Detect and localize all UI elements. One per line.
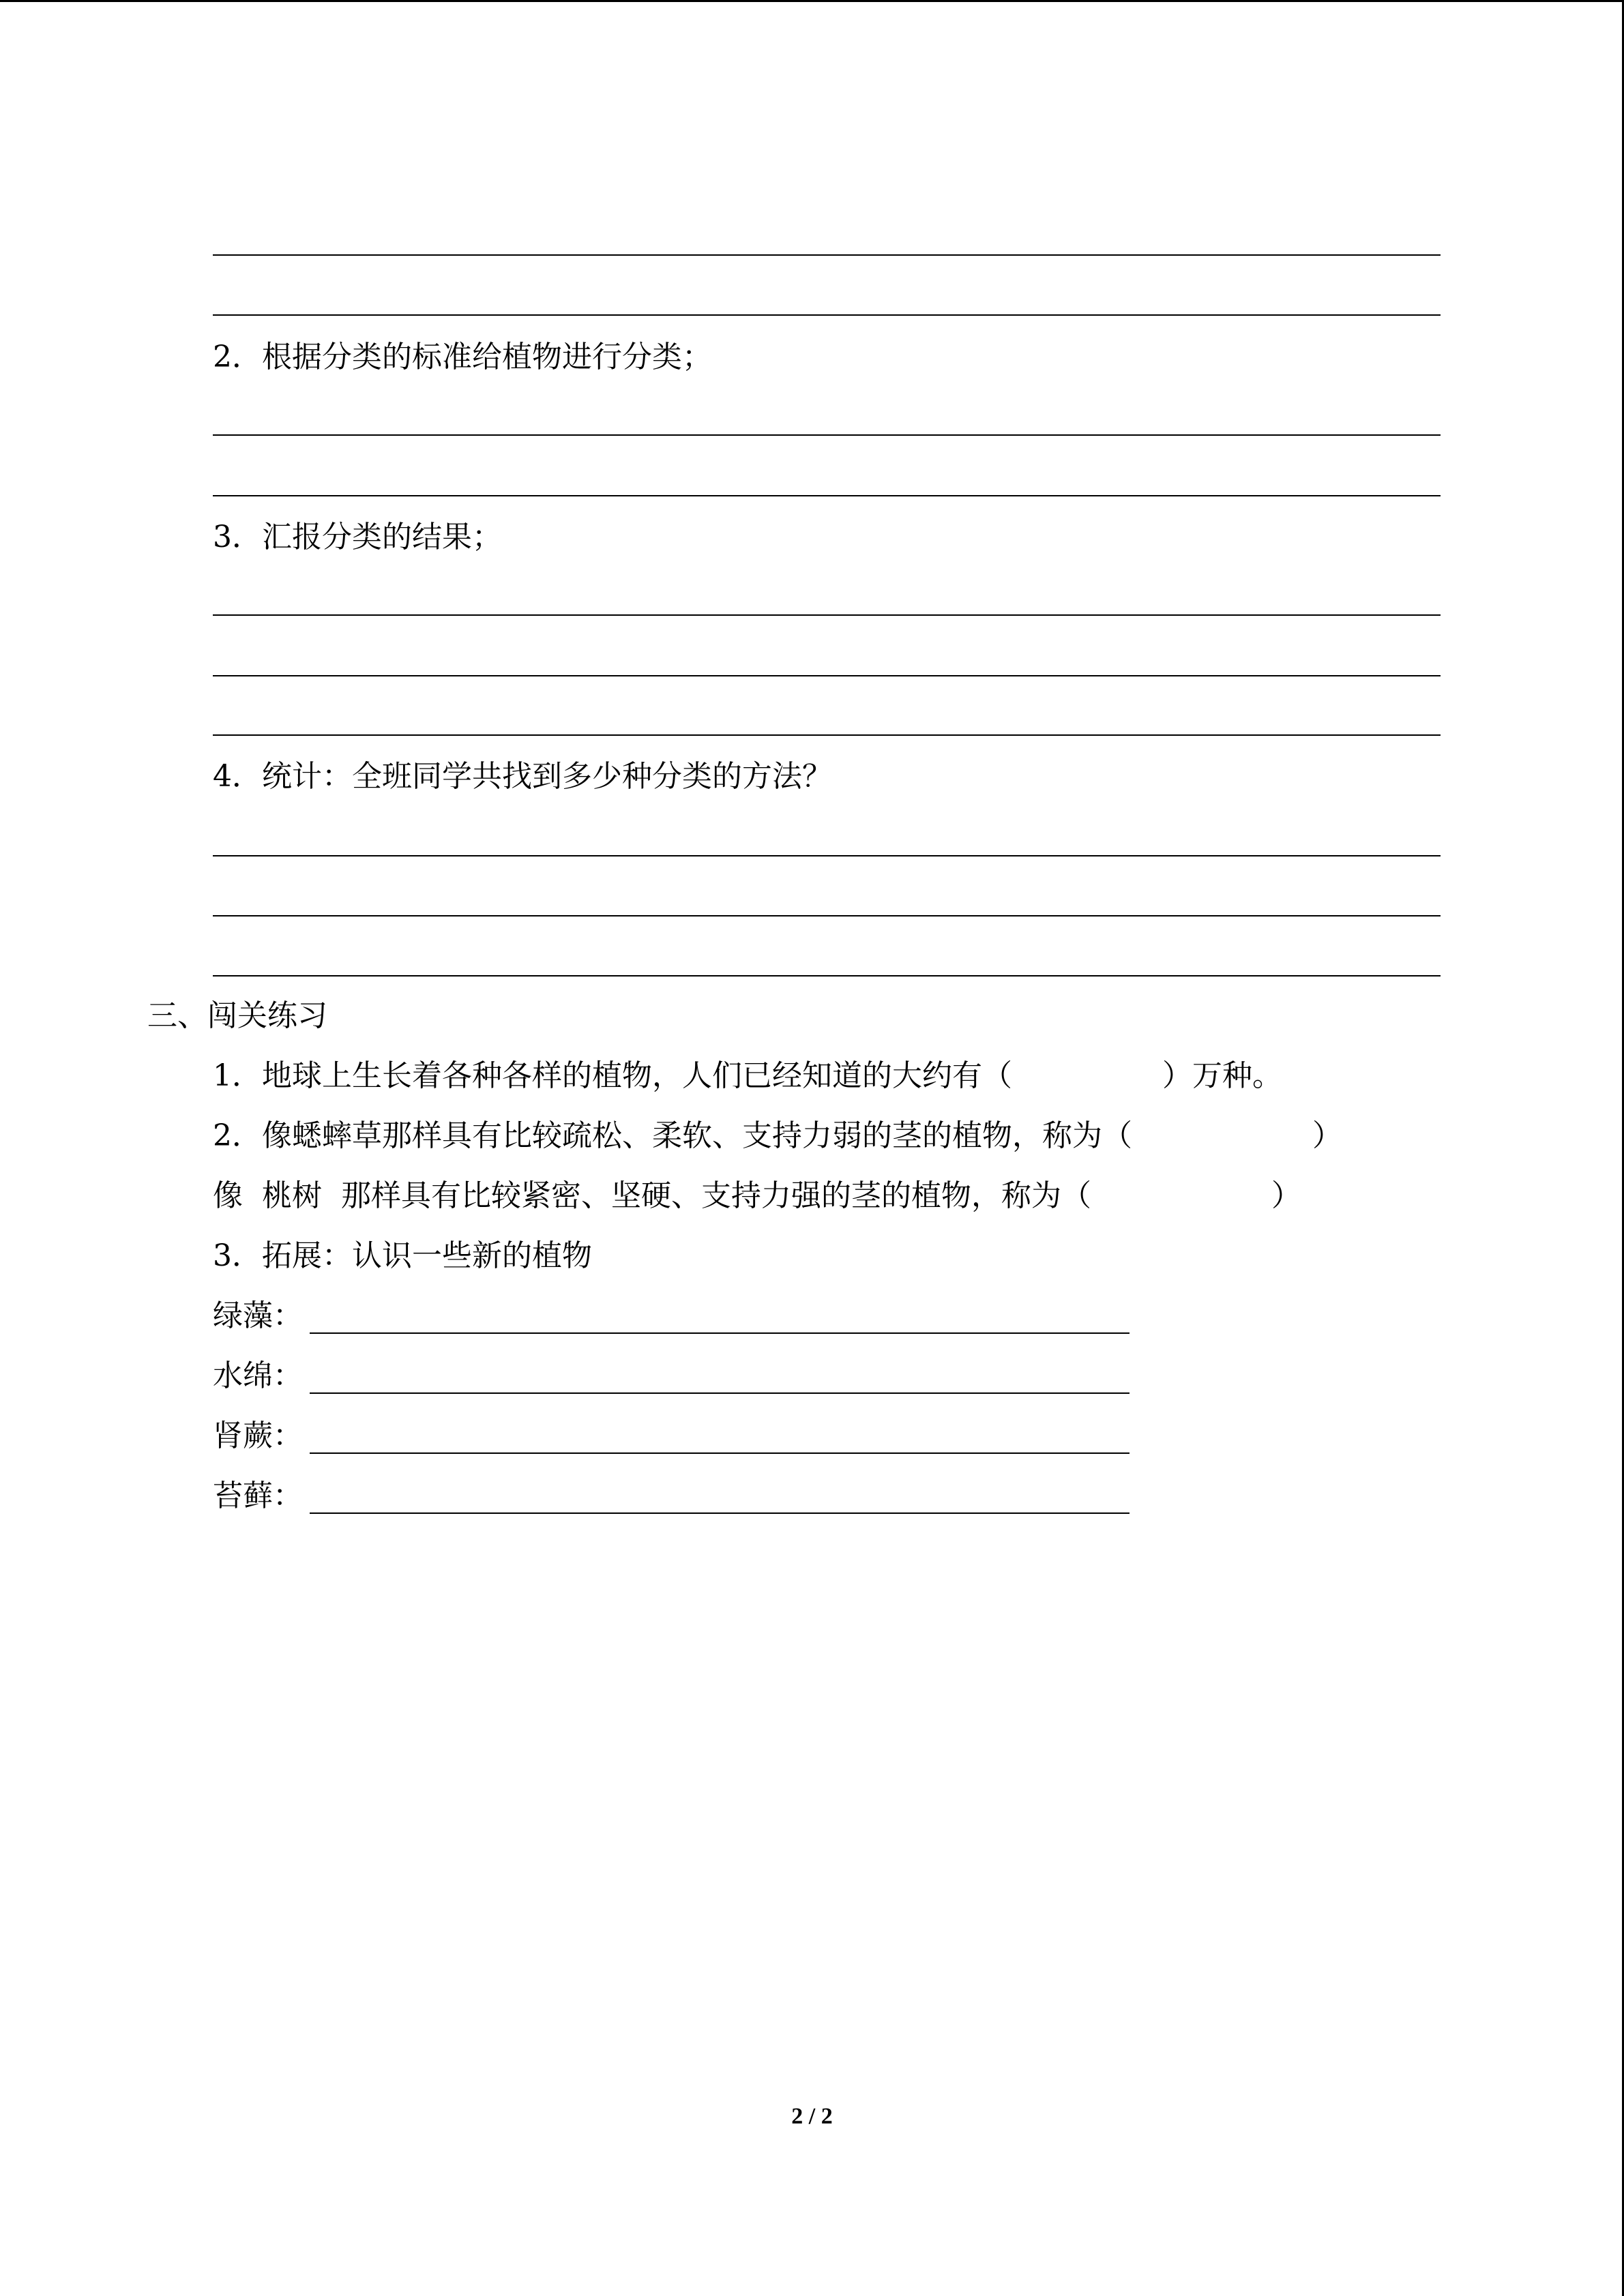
- question-2a: 2．像蟋蟀草那样具有比较疏松、柔软、支持力弱的茎的植物，称为（ ）: [213, 1118, 1342, 1153]
- plant-label-moss: 苔藓：: [213, 1478, 303, 1513]
- answer-line[interactable]: [213, 675, 1441, 676]
- answer-line[interactable]: [213, 855, 1441, 856]
- answer-line[interactable]: [213, 975, 1441, 976]
- page-number: 2 / 2: [791, 2104, 833, 2129]
- plant-answer-line[interactable]: [310, 1392, 1130, 1394]
- plant-label-green-algae: 绿藻：: [213, 1298, 303, 1333]
- step-3-text: 3．汇报分类的结果；: [213, 520, 502, 554]
- plant-label-spirogyra: 水绵：: [213, 1358, 303, 1393]
- answer-line[interactable]: [213, 314, 1441, 316]
- answer-line[interactable]: [213, 915, 1441, 916]
- answer-line[interactable]: [213, 614, 1441, 616]
- answer-line[interactable]: [213, 434, 1441, 436]
- step-2-text: 2．根据分类的标准给植物进行分类；: [213, 340, 712, 374]
- step-4-text: 4．统计：全班同学共找到多少种分类的方法？: [213, 759, 832, 794]
- plant-answer-line[interactable]: [310, 1332, 1130, 1334]
- question-2b: 像 桃树 那样具有比较紧密、坚硬、支持力强的茎的植物，称为（ ）: [213, 1178, 1301, 1213]
- answer-line[interactable]: [213, 254, 1441, 256]
- question-1: 1．地球上生长着各种各样的植物，人们已经知道的大约有（ ）万种。: [213, 1058, 1282, 1093]
- question-3: 3．拓展：认识一些新的植物: [213, 1238, 592, 1273]
- answer-line[interactable]: [213, 495, 1441, 496]
- plant-label-fern: 肾蕨：: [213, 1418, 303, 1453]
- section-3-title: 三、闯关练习: [147, 998, 327, 1033]
- plant-answer-line[interactable]: [310, 1512, 1130, 1514]
- answer-line[interactable]: [213, 734, 1441, 736]
- plant-answer-line[interactable]: [310, 1452, 1130, 1454]
- page-top-border: [0, 0, 1624, 2]
